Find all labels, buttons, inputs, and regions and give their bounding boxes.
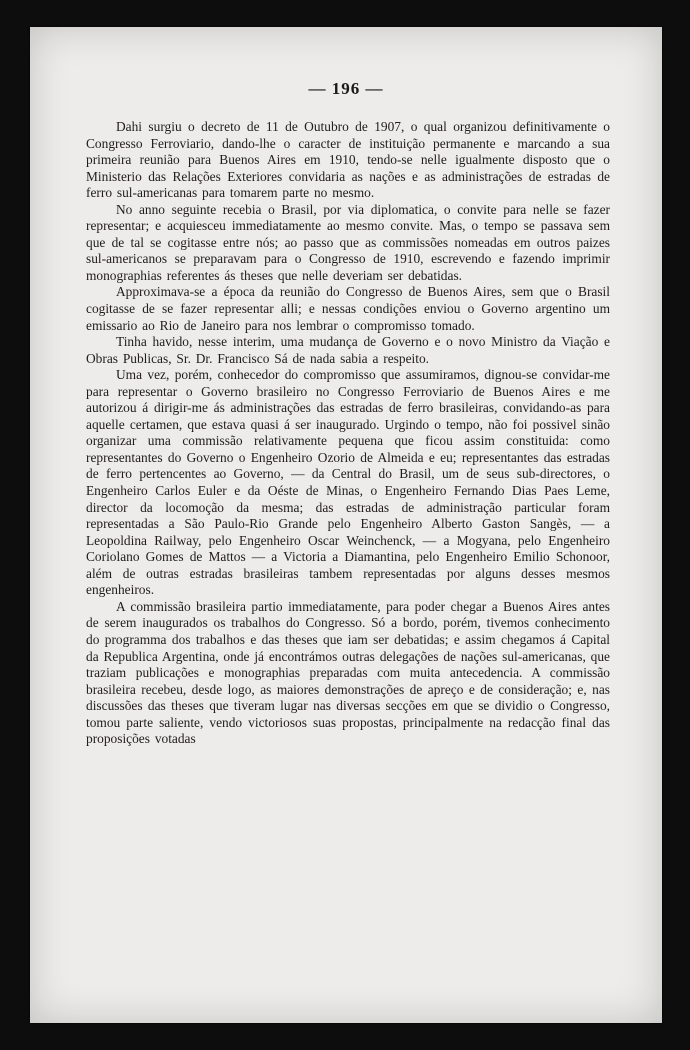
paragraph: A commissão brasileira partio immediatamente, para poder chegar a Buenos Aires antes de serem inaugurados os trabalhos do Congresso. Só a bordo, porém, tivemos conhecimento do programma dos trabalhos e das theses que iam ser debatidas; e assim chegamos á Capital da Republica Argentina, onde já encontrámos outras delegações de nações sul-americanas, que traziam publicações e monographias preparadas com muita antecedencia. A commissão brasileira recebeu, desde logo, as maiores demonstrações de apreço e de consideração; e, nas discussões das theses que tiveram lugar nas diversas secções em que se dividio o Congresso, tomou parte saliente, vendo victoriosos suas propostas, principalmente na redacção final das proposições votadas bbox=[86, 598, 610, 747]
page-text-block bbox=[86, 119, 610, 748]
book-page bbox=[30, 27, 662, 1023]
paragraph: Approximava-se a época da reunião do Congresso de Buenos Aires, sem que o Brasil cogitasse de se fazer representar alli; e nessas condições enviou o Governo argentino um emissario ao Rio de Janeiro para nos lembrar o compromisso tomado. bbox=[86, 284, 610, 333]
page-number: — 196 — bbox=[308, 79, 384, 98]
paragraph: Dahi surgiu o decreto de 11 de Outubro de 1907, o qual organizou definitivamente o Congresso Ferroviario, dando-lhe o caracter de instituição permanente e marcando a sua primeira reunião para Buenos Aires em 1910, tendo-se nelle igualmente disposto que o Ministerio das Relações Exteriores convidaria as nações e as administrações de estradas de ferro sul-americanas para tomarem parte no mesmo. bbox=[86, 119, 610, 201]
paragraph: Uma vez, porém, conhecedor do compromisso que assumiramos, dignou-se convidar-me para representar o Governo brasileiro no Congresso Ferroviario de Buenos Aires e me autorizou á dirigir-me ás administrações das estradas de ferro brasileiras, convidando-as para aquelle certamen, que estava quasi á ser inaugurado. Urgindo o tempo, não foi possivel sinão organizar uma commissão relativamente pequena que ficou assim constituida: como representantes do Governo o Engenheiro Ozorio de Almeida e eu; representantes das estradas de ferro pertencentes ao Governo, — da Central do Brasil, um de seus sub-directores, o Engenheiro Carlos Euler e da Oéste de Minas, o Engenheiro Fernando Dias Paes Leme, director da locomoção da mesma; das estradas de administração particular foram representadas a São Paulo-Rio Grande pelo Engenheiro Alberto Gaston Sangès, — a Leopoldina Railway, pelo Engenheiro Oscar Weinchenck, — a Mogyana, pelo Engenheiro Coriolano Gomes de Mattos — a Victoria a Diamantina, pelo Engenheiro Emilio Schonoor, além de outras estradas brasileiras tambem representadas por alguns desses mesmos engenheiros. bbox=[86, 367, 610, 598]
paragraph: Tinha havido, nesse interim, uma mudança de Governo e o novo Ministro da Viação e Obras Publicas, Sr. Dr. Francisco Sá de nada sabia a respeito. bbox=[86, 334, 610, 366]
paragraph: No anno seguinte recebia o Brasil, por via diplomatica, o convite para nelle se fazer representar; e acquiesceu immediatamente ao mesmo convite. Mas, o tempo se passava sem que de tal se cogitasse entre nós; ao passo que as commissões nomeadas em outros paizes sul-americanos se preparavam para o Congresso de 1910, escrevendo e fazendo imprimir monographias referentes ás theses que nelle deveriam ser debatidas. bbox=[86, 201, 610, 283]
